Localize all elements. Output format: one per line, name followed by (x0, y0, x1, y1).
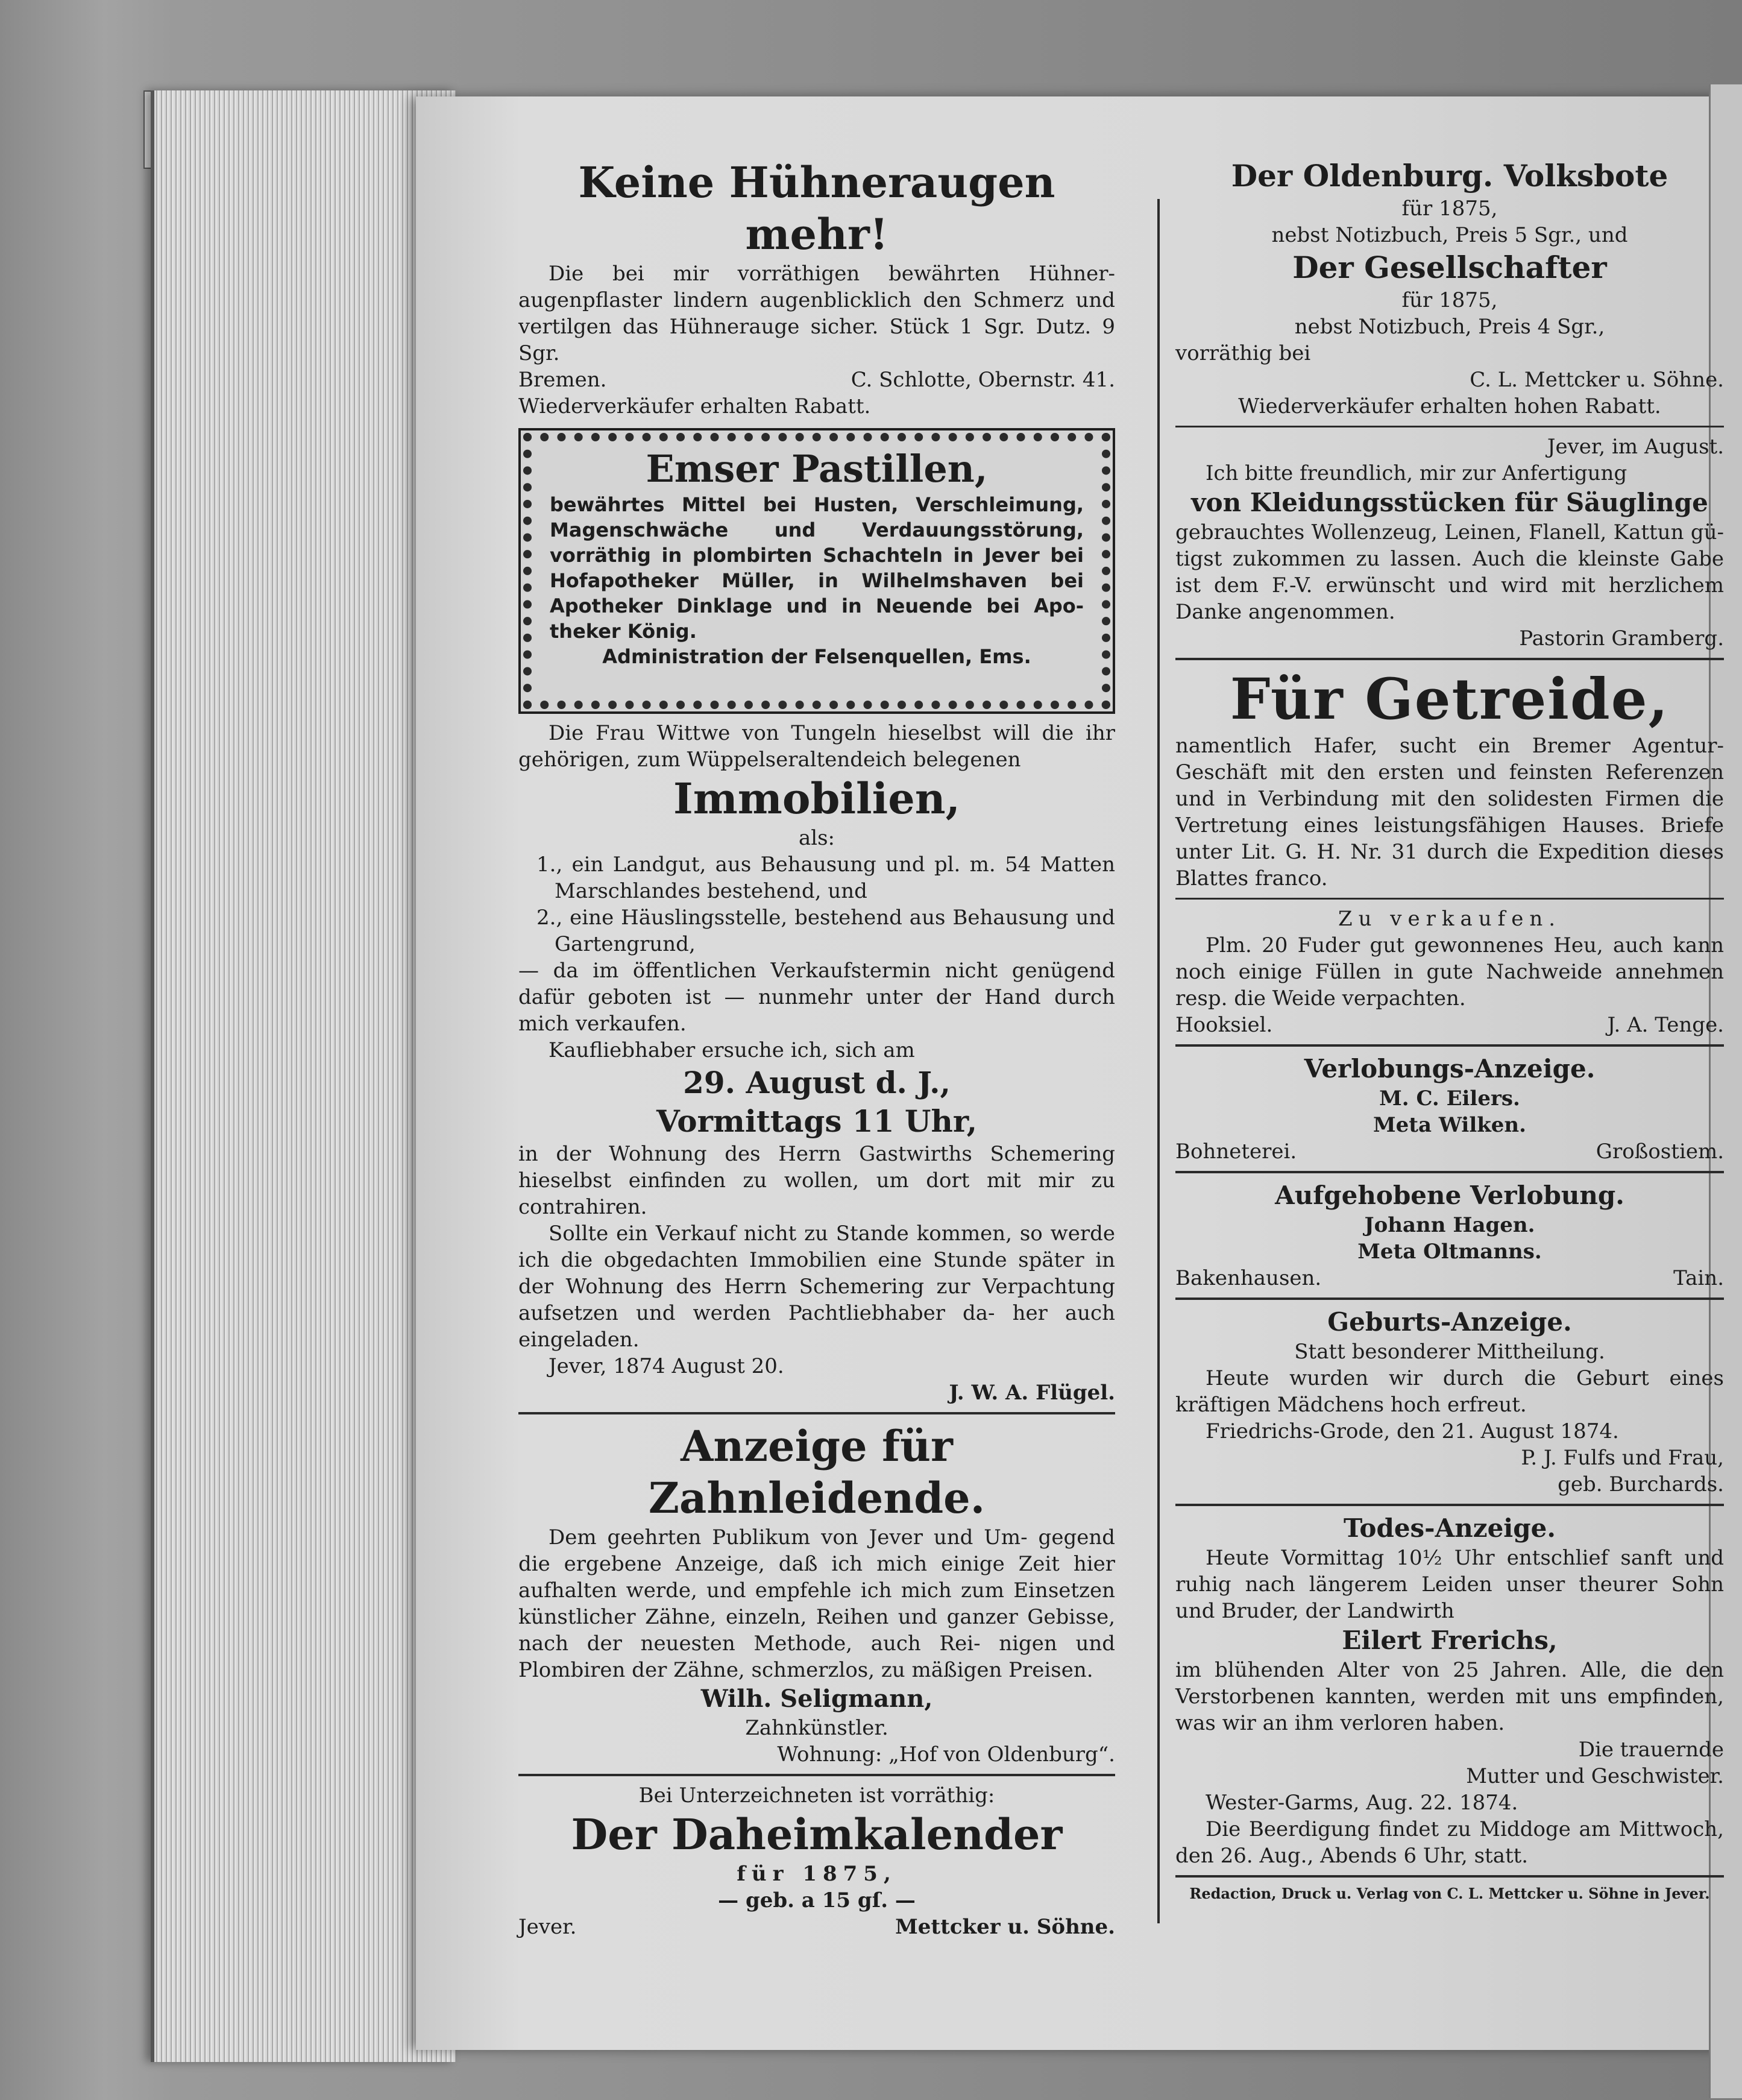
verkaufen-ad (1175, 906, 1724, 1038)
gesellschafter-line: nebst Notizbuch, Preis 4 Sgr., (1294, 315, 1605, 339)
huehneraugen-seller: C. Schlotte, Obernstr. 41. (851, 368, 1115, 392)
immobilien-dateline: Jever, 1874 August 20. (549, 1354, 784, 1378)
verkaufen-signer-row (1175, 1012, 1724, 1038)
aufgehoben-name-1: Johann Hagen. (1364, 1213, 1535, 1237)
todes-dateline: Wester-Garms, Aug. 22. 1874. (1206, 1791, 1518, 1815)
emser-title: Emser Pastillen, (646, 447, 988, 491)
immobilien-p4: Sollte ein Verkauf nicht zu Stande kommen, so werde ich die obgedachten Immobilien eine Stunde später in der Wohnung des Herrn Schemering zur Verpachtung aufsetzen und werden Pachtliebhaber da- her auch eingeladen. (518, 1222, 1115, 1352)
saeugling-dateline: Jever, im August. (1547, 435, 1724, 459)
daheim-price: — geb. a 15 gſ. — (718, 1888, 916, 1912)
imprint-footer: Redaction, Druck u. Verlag von C. L. Mettcker u. Söhne in Jever. (1189, 1885, 1710, 1902)
right-column (1175, 157, 1724, 1904)
daheim-seller-row (518, 1914, 1115, 1940)
immobilien-ad (518, 720, 1115, 1406)
divider (1175, 426, 1724, 427)
immobilien-als: als: (798, 826, 835, 850)
aufgehoben-title: Aufgehobene Verlobung. (1275, 1181, 1624, 1210)
divider (518, 1774, 1115, 1776)
daheim-year: für 1875, (737, 1862, 897, 1886)
immobilien-item-2: 2., eine Häuslingsstelle, bestehend aus Behausung und Gartengrund, (536, 906, 1115, 956)
saeugling-ad (1175, 434, 1724, 652)
divider (518, 1412, 1115, 1414)
volksbote-line1: nebst Notizbuch, Preis 5 Sgr., und (1271, 223, 1628, 247)
geburt-title: Geburts-Anzeige. (1327, 1307, 1572, 1337)
immobilien-signer: J. W. A. Flügel. (949, 1381, 1115, 1405)
verkaufen-title: Zu verkaufen. (1338, 907, 1562, 931)
verlobung-place-1: Bohneterei. (1175, 1140, 1297, 1164)
zahn-job: Zahnkünstler. (745, 1716, 888, 1740)
todes-signer-1: Die trauernde (1578, 1738, 1724, 1762)
todes-body: im blühenden Alter von 25 Jahren. Alle, die den Verstorbenen kannten, werden mit uns empfinden, was wir an ihm verloren haben. (1175, 1658, 1724, 1735)
verlobung-name-1: M. C. Eilers. (1379, 1086, 1520, 1111)
huehneraugen-note: Wiederverkäufer erhalten Rabatt. (518, 394, 871, 418)
immobilien-list (518, 851, 1115, 957)
todes-anzeige (1175, 1512, 1724, 1869)
immobilien-p2: Kaufliebhaber ersuche ich, sich am (549, 1038, 915, 1062)
volksbote-line3: vorräthig bei (1175, 341, 1311, 365)
zahn-name: Wilh. Seligmann, (700, 1685, 933, 1713)
aufgehobene-verlobung-ad (1175, 1179, 1724, 1291)
zahnleidende-ad (518, 1420, 1115, 1768)
divider (1175, 1504, 1724, 1506)
immobilien-p1: — da im öffentlichen Verkaufstermin nicht genügend dafür geboten ist — nunmehr unter der Hand durch mich verkaufen. (518, 959, 1115, 1036)
aufgehoben-places (1175, 1265, 1724, 1291)
geburt-signer-2: geb. Burchards. (1558, 1472, 1724, 1496)
verkaufen-signer: J. A. Tenge. (1607, 1013, 1724, 1037)
todes-name: Eilert Frerichs, (1342, 1625, 1558, 1655)
todes-funeral: Die Beerdigung findet zu Middoge am Mittwoch, den 26. Aug., Abends 6 Uhr, statt. (1175, 1817, 1724, 1868)
verlobung-name-2: Meta Wilken. (1373, 1113, 1526, 1137)
page-stack (151, 90, 456, 2062)
verlobung-ad (1175, 1053, 1724, 1165)
daheim-seller: Mettcker u. Söhne. (895, 1915, 1115, 1939)
immobilien-date: 29. August d. J., (683, 1065, 951, 1100)
volksbote-title: Der Oldenburg. Volksbote (1231, 158, 1668, 194)
huehneraugen-seller-row (518, 367, 1115, 393)
gesellschafter-year: für 1875, (1401, 288, 1498, 312)
zahn-title: Anzeige für Zahnleidende. (648, 1421, 986, 1523)
saeugling-body: gebrauchtes Wollenzeug, Leinen, Flanell, Kattun gü- tigst zukommen zu lassen. Auch die kleinste Gabe ist dem F.-V. erwünscht und wird mit herzlichem Danke angenommen. (1175, 520, 1724, 624)
emser-admin: Administration der Felsenquellen, Ems. (602, 645, 1031, 668)
getreide-title: Für Getreide, (1230, 666, 1670, 733)
huehneraugen-place: Bremen. (518, 368, 607, 392)
huehneraugen-body: Die bei mir vorräthigen bewährten Hühner- augenpflaster lindern augenblicklich den Schmerz und vertilgen das Hühnerauge sicher. Stück 1 Sgr. Dutz. 9 Sgr. (518, 262, 1115, 365)
divider (1175, 1298, 1724, 1300)
immobilien-item-1: 1., ein Landgut, aus Behausung und pl. m. 54 Matten Marschlandes bestehend, und (536, 853, 1115, 903)
verkaufen-place: Hooksiel. (1175, 1013, 1273, 1037)
divider (1175, 1171, 1724, 1173)
left-column (518, 157, 1115, 1940)
saeugling-headline: von Kleidungsstücken für Säuglinge (1191, 488, 1708, 517)
column-rule (1157, 199, 1160, 1923)
daheim-title: Der Daheimkalender (571, 1809, 1063, 1859)
daheimkalender-ad (518, 1782, 1115, 1940)
immobilien-time: Vormittags 11 Uhr, (656, 1103, 977, 1139)
getreide-body: namentlich Hafer, sucht ein Bremer Agentur- Geschäft mit den ersten und feinsten Referenzen und in Verbindung mit den solidesten Firmen die Vertretung eines leistungsfähigen Hauses. Briefe unter Lit. G. H. Nr. 31 durch die Expedition dieses Blattes franco. (1175, 734, 1724, 891)
geburts-anzeige (1175, 1306, 1724, 1498)
emser-body: bewährtes Mittel bei Husten, Verschleimung, Magenschwäche und Verdauungsstörung, vorräthig in plombirten Schachteln in Jever bei Hofapotheker Müller, in Wilhelmshaven bei Apotheker Dinklage und in Neuende bei Apo- theker König. (550, 493, 1084, 643)
divider (1175, 658, 1724, 660)
saeugling-intro: Ich bitte freundlich, mir zur Anfertigung (1206, 461, 1627, 485)
zahn-address: Wohnung: „Hof von Oldenburg“. (777, 1742, 1115, 1767)
todes-intro: Heute Vormittag 10½ Uhr entschlief sanft und ruhig nach längerem Leiden unser theurer Sohn und Bruder, der Landwirth (1175, 1546, 1724, 1623)
verlobung-places (1175, 1138, 1724, 1165)
geburt-dateline: Friedrichs-Grode, den 21. August 1874. (1206, 1419, 1619, 1443)
divider (1175, 1875, 1724, 1878)
volksbote-year: für 1875, (1401, 197, 1498, 221)
immobilien-p3: in der Wohnung des Herrn Gastwirths Schemering hieselbst einfinden zu wollen, um dort mit mir zu contrahiren. (518, 1142, 1115, 1219)
aufgehoben-place-2: Tain. (1673, 1266, 1724, 1290)
daheim-intro: Bei Unterzeichneten ist vorräthig: (638, 1783, 995, 1808)
emser-pastillen-ad (518, 428, 1115, 714)
immobilien-intro: Die Frau Wittwe von Tungeln hieselbst will die ihr gehörigen, zum Wüppelseraltendeich belegenen (518, 721, 1115, 772)
geburt-body: Heute wurden wir durch die Geburt eines kräftigen Mädchens hoch erfreut. (1175, 1366, 1724, 1417)
geburt-sub: Statt besonderer Mittheilung. (1294, 1340, 1605, 1364)
volksbote-ad (1175, 157, 1724, 420)
divider (1175, 1044, 1724, 1047)
geburt-signer-1: P. J. Fulfs und Frau, (1521, 1446, 1724, 1470)
huehneraugen-ad (518, 157, 1115, 420)
todes-title: Todes-Anzeige. (1344, 1513, 1556, 1543)
huehneraugen-title: Keine Hühneraugen mehr! (578, 157, 1055, 259)
getreide-ad (1175, 666, 1724, 892)
aufgehoben-place-1: Bakenhausen. (1175, 1266, 1322, 1290)
daheim-place: Jever. (518, 1915, 577, 1939)
saeugling-signer: Pastorin Gramberg. (1519, 626, 1724, 651)
volksbote-seller: C. L. Mettcker u. Söhne. (1470, 368, 1724, 392)
zahn-body: Dem geehrten Publikum von Jever und Um- gegend die ergebene Anzeige, daß ich mich einige Zeit hier aufhalten werde, und empfehle ich mich zum Einsetzen künstlicher Zähne, einzeln, Reihen und ganzer Gebisse, nach der neuesten Methode, auch Rei- nigen und Plombiren der Zähne, schmerzlos, zu mäßigen Preisen. (518, 1525, 1115, 1682)
immobilien-title: Immobilien, (673, 774, 961, 824)
volksbote-note: Wiederverkäufer erhalten hohen Rabatt. (1238, 394, 1661, 418)
verlobung-place-2: Großostiem. (1596, 1140, 1724, 1164)
divider (1175, 898, 1724, 900)
todes-signer-2: Mutter und Geschwister. (1466, 1764, 1724, 1788)
verkaufen-body: Plm. 20 Fuder gut gewonnenes Heu, auch kann noch einige Füllen in gute Nachweide annehmen resp. die Weide verpachten. (1175, 933, 1724, 1011)
verlobung-title: Verlobungs-Anzeige. (1304, 1054, 1596, 1083)
gesellschafter-title: Der Gesellschafter (1292, 250, 1607, 285)
aufgehoben-name-2: Meta Oltmanns. (1357, 1240, 1542, 1264)
